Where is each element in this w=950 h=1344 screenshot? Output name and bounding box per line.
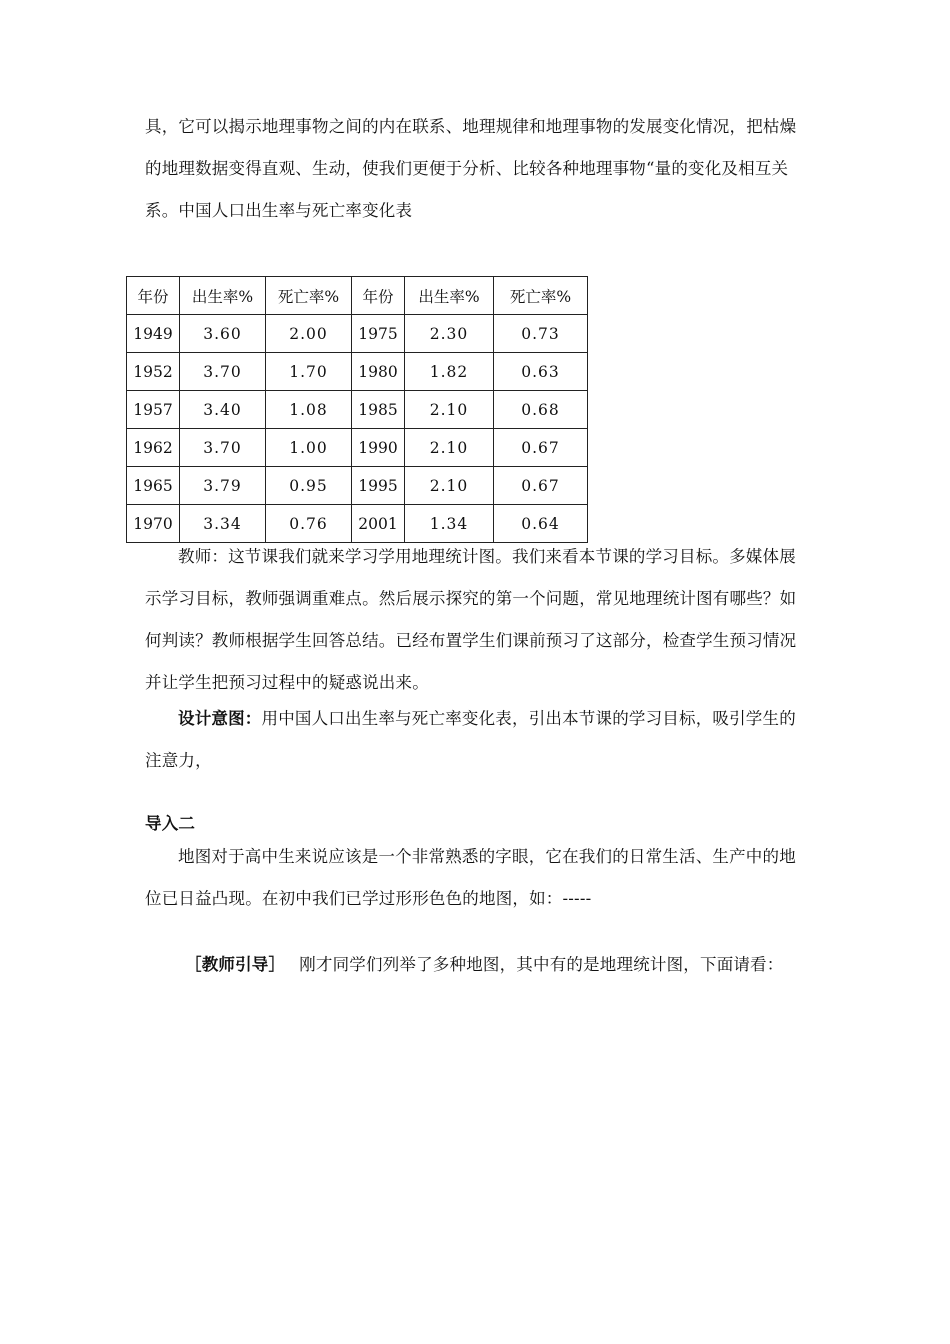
section-heading-intro-two: 导入二 [145,814,196,833]
header-death-rate-2: 死亡率% [494,277,588,315]
table-cell: 3.60 [180,315,266,353]
table-cell: 2.10 [405,467,494,505]
teacher-guide-label: ［教师引导］ [185,955,286,974]
table-cell: 1949 [127,315,180,353]
table-cell: 3.70 [180,429,266,467]
table-cell: 3.40 [180,391,266,429]
table-cell: 3.34 [180,505,266,543]
table-cell: 2.30 [405,315,494,353]
table-cell: 1980 [352,353,405,391]
table-cell: 1970 [127,505,180,543]
table-row [127,353,588,391]
table-cell: 1965 [127,467,180,505]
header-death-rate: 死亡率% [266,277,352,315]
table-cell: 1.70 [266,353,352,391]
table-cell: 0.68 [494,391,588,429]
table-cell: 0.67 [494,467,588,505]
design-intent-text: 用中国人口出生率与死亡率变化表，引出本节课的学习目标，吸引学生的注意力， [145,709,796,770]
table-cell: 1957 [127,391,180,429]
table-row [127,467,588,505]
table-cell: 1.08 [266,391,352,429]
table-header-row [127,277,588,315]
table-cell: 0.73 [494,315,588,353]
teacher-guide-paragraph [145,944,810,986]
table-cell: 1.00 [266,429,352,467]
table-cell: 2.10 [405,429,494,467]
table-cell: 1952 [127,353,180,391]
table-cell: 2.00 [266,315,352,353]
table-cell: 1.34 [405,505,494,543]
table-cell: 1995 [352,467,405,505]
table-cell: 3.70 [180,353,266,391]
header-year: 年份 [127,277,180,315]
birth-death-rate-table [126,276,588,543]
teacher-guide-text: 刚才同学们列举了多种地图，其中有的是地理统计图，下面请看： [299,955,784,974]
table-cell: 1975 [352,315,405,353]
table-row [127,429,588,467]
table-cell: 0.63 [494,353,588,391]
table-cell: 0.95 [266,467,352,505]
table-cell: 1985 [352,391,405,429]
intro-paragraph: 具，它可以揭示地理事物之间的内在联系、地理规律和地理事物的发展变化情况，把枯燥的地理数据变得直观、生动，使我们更便于分析、比较各种地理事物“量的变化及相互关系。中国人口出生率与死亡率变化表 [145,117,797,220]
table-cell: 3.79 [180,467,266,505]
header-birth-rate: 出生率% [180,277,266,315]
table-row [127,315,588,353]
table-cell: 1990 [352,429,405,467]
table-cell: 1.82 [405,353,494,391]
table-cell: 2001 [352,505,405,543]
table-row [127,391,588,429]
teacher-paragraph: 教师：这节课我们就来学习学用地理统计图。我们来看本节课的学习目标。多媒体展示学习目标，教师强调重难点。然后展示探究的第一个问题，常见地理统计图有哪些？如何判读？教师根据学生回答总结。已经布置学生们课前预习了这部分，检查学生预习情况并让学生把预习过程中的疑惑说出来。 [145,547,797,692]
table-cell: 0.64 [494,505,588,543]
header-birth-rate-2: 出生率% [405,277,494,315]
table-cell: 0.67 [494,429,588,467]
design-intent-label: 设计意图： [178,709,262,728]
table-cell: 2.10 [405,391,494,429]
table-cell: 1962 [127,429,180,467]
table-cell: 0.76 [266,505,352,543]
design-intent-paragraph [145,698,810,782]
section-two-paragraph: 地图对于高中生来说应该是一个非常熟悉的字眼，它在我们的日常生活、生产中的地位已日益凸现。在初中我们已学过形形色色的地图，如：----- [145,847,796,908]
header-year-2: 年份 [352,277,405,315]
